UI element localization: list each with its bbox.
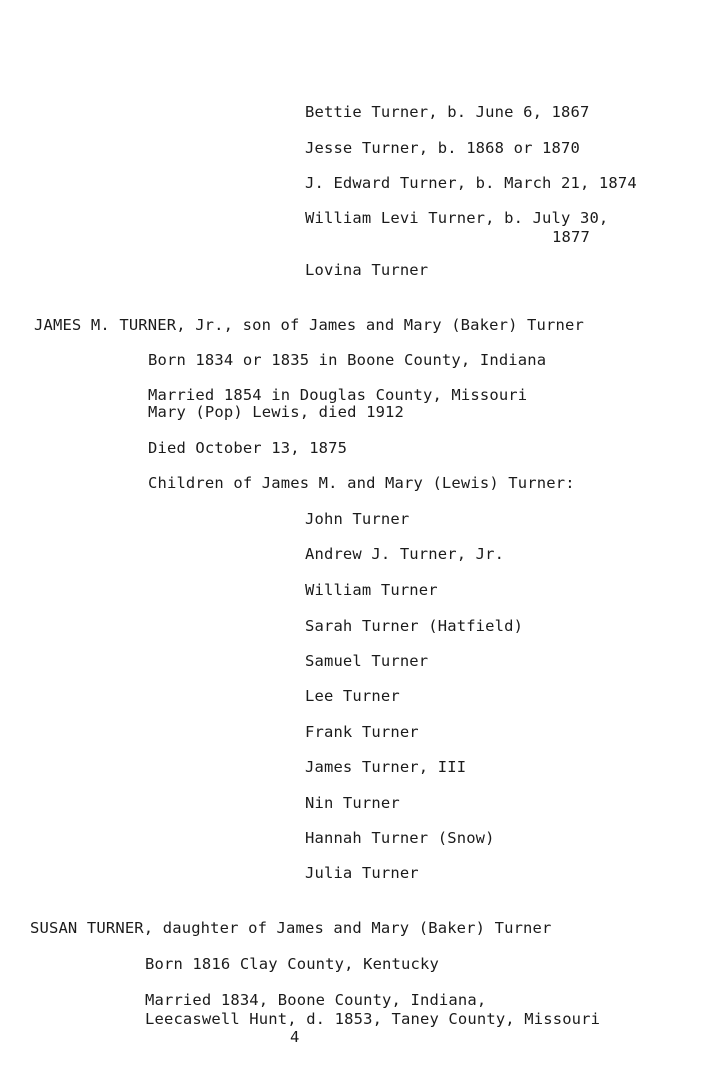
- james-children-heading: Children of James M. and Mary (Lewis) Turner:: [148, 474, 575, 492]
- section-heading-susan: SUSAN TURNER, daughter of James and Mary (Baker) Turner: [30, 919, 552, 937]
- james-born: Born 1834 or 1835 in Boone County, Indiana: [148, 351, 547, 369]
- child-entry: Frank Turner: [305, 723, 419, 741]
- child-entry: Andrew J. Turner, Jr.: [305, 545, 505, 563]
- child-entry: Sarah Turner (Hatfield): [305, 617, 524, 635]
- child-entry: Lovina Turner: [305, 261, 429, 279]
- susan-married: Married 1834, Boone County, Indiana,: [145, 991, 487, 1009]
- child-entry: J. Edward Turner, b. March 21, 1874: [305, 174, 637, 192]
- james-married: Married 1854 in Douglas County, Missouri: [148, 386, 528, 404]
- child-entry-continuation: 1877: [552, 228, 590, 246]
- child-entry: William Levi Turner, b. July 30,: [305, 209, 609, 227]
- child-entry: William Turner: [305, 581, 438, 599]
- page-number: 4: [290, 1028, 300, 1046]
- child-entry: Jesse Turner, b. 1868 or 1870: [305, 139, 580, 157]
- child-entry: Nin Turner: [305, 794, 400, 812]
- susan-spouse: Leecaswell Hunt, d. 1853, Taney County, Missouri: [145, 1010, 601, 1028]
- susan-born: Born 1816 Clay County, Kentucky: [145, 955, 439, 973]
- child-entry: Bettie Turner, b. June 6, 1867: [305, 103, 590, 121]
- section-heading-james: JAMES M. TURNER, Jr., son of James and Mary (Baker) Turner: [34, 316, 584, 334]
- james-died: Died October 13, 1875: [148, 439, 348, 457]
- child-entry: Lee Turner: [305, 687, 400, 705]
- child-entry: James Turner, III: [305, 758, 467, 776]
- child-entry: Hannah Turner (Snow): [305, 829, 495, 847]
- child-entry: Julia Turner: [305, 864, 419, 882]
- james-spouse: Mary (Pop) Lewis, died 1912: [148, 403, 405, 421]
- child-entry: Samuel Turner: [305, 652, 429, 670]
- child-entry: John Turner: [305, 510, 410, 528]
